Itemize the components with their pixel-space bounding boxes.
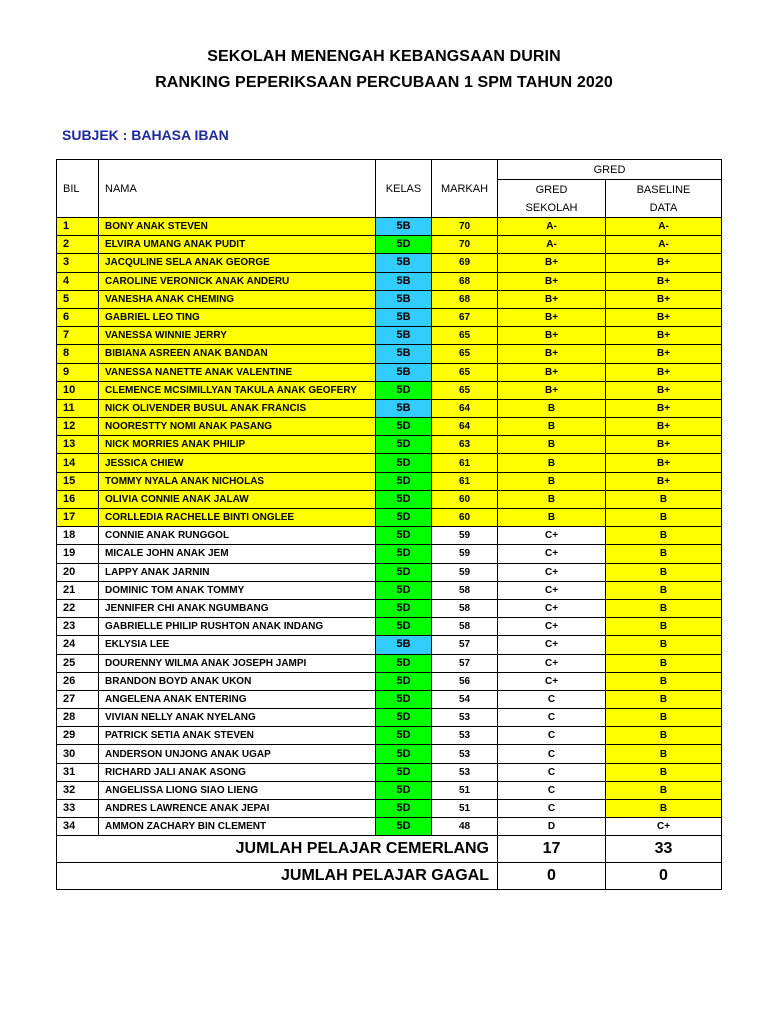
row-bil: 15 — [57, 472, 99, 490]
row-bil: 9 — [57, 363, 99, 381]
gred-sekolah-line2: SEKOLAH — [525, 201, 578, 214]
row-markah: 68 — [432, 272, 498, 290]
row-baseline: B — [606, 763, 722, 781]
row-nama: CORLLEDIA RACHELLE BINTI ONGLEE — [99, 509, 376, 527]
table-row — [57, 345, 722, 363]
row-bil: 3 — [57, 254, 99, 272]
row-bil: 20 — [57, 563, 99, 581]
row-gred-sekolah: C+ — [498, 545, 606, 563]
row-gred-sekolah: B — [498, 399, 606, 417]
baseline-line2: DATA — [649, 201, 678, 214]
row-bil: 18 — [57, 527, 99, 545]
row-kelas: 5D — [376, 709, 432, 727]
row-baseline: A- — [606, 236, 722, 254]
row-markah: 58 — [432, 581, 498, 599]
row-kelas: 5B — [376, 399, 432, 417]
row-markah: 53 — [432, 709, 498, 727]
row-kelas: 5D — [376, 527, 432, 545]
row-markah: 59 — [432, 563, 498, 581]
row-baseline: B — [606, 490, 722, 508]
row-nama: JACQULINE SELA ANAK GEORGE — [99, 254, 376, 272]
row-gred-sekolah: C — [498, 763, 606, 781]
row-markah: 65 — [432, 345, 498, 363]
row-nama: VANESSA WINNIE JERRY — [99, 327, 376, 345]
col-header-gred-sekolah — [498, 180, 606, 218]
col-header-bil: BIL — [57, 160, 99, 218]
row-kelas: 5B — [376, 363, 432, 381]
row-bil: 12 — [57, 418, 99, 436]
cemerlang-label: JUMLAH PELAJAR CEMERLANG — [57, 836, 498, 863]
row-kelas: 5D — [376, 672, 432, 690]
row-bil: 6 — [57, 308, 99, 326]
row-markah: 70 — [432, 218, 498, 236]
row-baseline: B+ — [606, 399, 722, 417]
row-markah: 60 — [432, 509, 498, 527]
col-header-kelas: KELAS — [376, 160, 432, 218]
table-row — [57, 363, 722, 381]
row-nama: ANGELENA ANAK ENTERING — [99, 690, 376, 708]
row-nama: PATRICK SETIA ANAK STEVEN — [99, 727, 376, 745]
row-bil: 23 — [57, 618, 99, 636]
row-nama: BONY ANAK STEVEN — [99, 218, 376, 236]
row-kelas: 5D — [376, 509, 432, 527]
row-markah: 59 — [432, 545, 498, 563]
row-bil: 10 — [57, 381, 99, 399]
row-kelas: 5D — [376, 745, 432, 763]
row-baseline: B+ — [606, 418, 722, 436]
row-kelas: 5D — [376, 545, 432, 563]
row-baseline: B — [606, 545, 722, 563]
row-bil: 19 — [57, 545, 99, 563]
row-baseline: B — [606, 618, 722, 636]
gagal-label: JUMLAH PELAJAR GAGAL — [57, 863, 498, 890]
row-baseline: B — [606, 654, 722, 672]
row-kelas: 5B — [376, 254, 432, 272]
table-row — [57, 436, 722, 454]
row-bil: 24 — [57, 636, 99, 654]
row-bil: 13 — [57, 436, 99, 454]
table-row — [57, 218, 722, 236]
row-gred-sekolah: C — [498, 727, 606, 745]
cemerlang-baseline: 33 — [606, 836, 722, 863]
row-gred-sekolah: B — [498, 436, 606, 454]
table-row — [57, 236, 722, 254]
row-baseline: B — [606, 672, 722, 690]
row-bil: 8 — [57, 345, 99, 363]
row-nama: OLIVIA CONNIE ANAK JALAW — [99, 490, 376, 508]
row-gred-sekolah: B+ — [498, 290, 606, 308]
row-gred-sekolah: B+ — [498, 345, 606, 363]
table-row — [57, 418, 722, 436]
row-kelas: 5D — [376, 654, 432, 672]
row-kelas: 5D — [376, 381, 432, 399]
table-row — [57, 672, 722, 690]
gred-sekolah-line1: GRED — [535, 183, 568, 196]
row-nama: DOMINIC TOM ANAK TOMMY — [99, 581, 376, 599]
row-nama: EKLYSIA LEE — [99, 636, 376, 654]
row-nama: JESSICA CHIEW — [99, 454, 376, 472]
row-kelas: 5D — [376, 581, 432, 599]
row-nama: NICK MORRIES ANAK PHILIP — [99, 436, 376, 454]
table-row — [57, 781, 722, 799]
row-gred-sekolah: C — [498, 781, 606, 799]
row-nama: GABRIELLE PHILIP RUSHTON ANAK INDANG — [99, 618, 376, 636]
row-gred-sekolah: B+ — [498, 363, 606, 381]
row-markah: 67 — [432, 308, 498, 326]
table-row — [57, 308, 722, 326]
row-nama: MICALE JOHN ANAK JEM — [99, 545, 376, 563]
row-nama: CAROLINE VERONICK ANAK ANDERU — [99, 272, 376, 290]
table-row — [57, 745, 722, 763]
row-baseline: B — [606, 563, 722, 581]
row-gred-sekolah: B+ — [498, 272, 606, 290]
row-nama: ANGELISSA LIONG SIAO LIENG — [99, 781, 376, 799]
row-gred-sekolah: B+ — [498, 254, 606, 272]
row-gred-sekolah: C+ — [498, 599, 606, 617]
row-kelas: 5D — [376, 454, 432, 472]
row-markah: 68 — [432, 290, 498, 308]
table-row — [57, 599, 722, 617]
row-baseline: B+ — [606, 290, 722, 308]
row-kelas: 5D — [376, 618, 432, 636]
row-bil: 2 — [57, 236, 99, 254]
row-nama: BIBIANA ASREEN ANAK BANDAN — [99, 345, 376, 363]
row-gred-sekolah: B — [498, 509, 606, 527]
row-bil: 33 — [57, 800, 99, 818]
row-markah: 64 — [432, 399, 498, 417]
table-row — [57, 381, 722, 399]
row-gred-sekolah: C+ — [498, 581, 606, 599]
table-row — [57, 636, 722, 654]
row-markah: 70 — [432, 236, 498, 254]
row-baseline: B — [606, 727, 722, 745]
row-bil: 31 — [57, 763, 99, 781]
row-bil: 27 — [57, 690, 99, 708]
row-nama: ANDERSON UNJONG ANAK UGAP — [99, 745, 376, 763]
row-bil: 28 — [57, 709, 99, 727]
row-kelas: 5D — [376, 781, 432, 799]
row-kelas: 5D — [376, 436, 432, 454]
row-gred-sekolah: C — [498, 709, 606, 727]
row-bil: 29 — [57, 727, 99, 745]
row-markah: 60 — [432, 490, 498, 508]
row-markah: 53 — [432, 745, 498, 763]
row-markah: 59 — [432, 527, 498, 545]
row-baseline: B — [606, 581, 722, 599]
row-kelas: 5D — [376, 418, 432, 436]
row-nama: ANDRES LAWRENCE ANAK JEPAI — [99, 800, 376, 818]
row-kelas: 5D — [376, 472, 432, 490]
row-markah: 58 — [432, 618, 498, 636]
row-kelas: 5D — [376, 599, 432, 617]
col-header-nama: NAMA — [99, 160, 376, 218]
row-bil: 26 — [57, 672, 99, 690]
row-baseline: B+ — [606, 454, 722, 472]
col-header-markah: MARKAH — [432, 160, 498, 218]
row-nama: VANESSA NANETTE ANAK VALENTINE — [99, 363, 376, 381]
row-baseline: B+ — [606, 272, 722, 290]
row-baseline: A- — [606, 218, 722, 236]
row-gred-sekolah: B — [498, 472, 606, 490]
row-baseline: B — [606, 781, 722, 799]
row-kelas: 5D — [376, 563, 432, 581]
gagal-sekolah: 0 — [498, 863, 606, 890]
table-row — [57, 654, 722, 672]
row-kelas: 5B — [376, 345, 432, 363]
gagal-baseline: 0 — [606, 863, 722, 890]
row-markah: 54 — [432, 690, 498, 708]
table-row — [57, 454, 722, 472]
row-baseline: C+ — [606, 818, 722, 836]
row-markah: 57 — [432, 636, 498, 654]
row-kelas: 5D — [376, 800, 432, 818]
table-row — [57, 290, 722, 308]
table-row — [57, 818, 722, 836]
row-gred-sekolah: C+ — [498, 527, 606, 545]
baseline-line1: BASELINE — [636, 183, 691, 196]
table-row — [57, 618, 722, 636]
row-baseline: B+ — [606, 345, 722, 363]
row-gred-sekolah: B+ — [498, 308, 606, 326]
row-gred-sekolah: B+ — [498, 381, 606, 399]
row-markah: 64 — [432, 418, 498, 436]
row-gred-sekolah: B — [498, 454, 606, 472]
row-gred-sekolah: C+ — [498, 563, 606, 581]
row-gred-sekolah: B — [498, 418, 606, 436]
row-bil: 21 — [57, 581, 99, 599]
row-kelas: 5D — [376, 818, 432, 836]
row-markah: 51 — [432, 781, 498, 799]
row-kelas: 5B — [376, 636, 432, 654]
row-markah: 65 — [432, 327, 498, 345]
table-row — [57, 563, 722, 581]
row-bil: 14 — [57, 454, 99, 472]
row-baseline: B — [606, 527, 722, 545]
subject-label: SUBJEK : BAHASA IBAN — [62, 127, 229, 143]
table-row — [57, 399, 722, 417]
row-markah: 65 — [432, 381, 498, 399]
row-markah: 61 — [432, 454, 498, 472]
table-row — [57, 272, 722, 290]
table-row — [57, 254, 722, 272]
row-markah: 69 — [432, 254, 498, 272]
table-row — [57, 472, 722, 490]
table-row — [57, 800, 722, 818]
row-bil: 5 — [57, 290, 99, 308]
row-baseline: B — [606, 636, 722, 654]
row-kelas: 5D — [376, 690, 432, 708]
row-nama: AMMON ZACHARY BIN CLEMENT — [99, 818, 376, 836]
row-bil: 4 — [57, 272, 99, 290]
row-bil: 32 — [57, 781, 99, 799]
row-gred-sekolah: C+ — [498, 618, 606, 636]
row-baseline: B+ — [606, 472, 722, 490]
row-markah: 65 — [432, 363, 498, 381]
row-nama: ELVIRA UMANG ANAK PUDIT — [99, 236, 376, 254]
row-baseline: B — [606, 745, 722, 763]
row-bil: 1 — [57, 218, 99, 236]
row-nama: NICK OLIVENDER BUSUL ANAK FRANCIS — [99, 399, 376, 417]
row-kelas: 5D — [376, 763, 432, 781]
row-bil: 16 — [57, 490, 99, 508]
table-row — [57, 581, 722, 599]
row-baseline: B — [606, 509, 722, 527]
row-nama: NOORESTTY NOMI ANAK PASANG — [99, 418, 376, 436]
table-row — [57, 763, 722, 781]
row-kelas: 5D — [376, 490, 432, 508]
col-header-gred: GRED — [498, 160, 722, 180]
row-gred-sekolah: D — [498, 818, 606, 836]
row-markah: 51 — [432, 800, 498, 818]
row-gred-sekolah: C+ — [498, 654, 606, 672]
row-bil: 22 — [57, 599, 99, 617]
row-markah: 57 — [432, 654, 498, 672]
table-row — [57, 690, 722, 708]
row-gred-sekolah: B+ — [498, 327, 606, 345]
row-bil: 17 — [57, 509, 99, 527]
exam-title: RANKING PEPERIKSAAN PERCUBAAN 1 SPM TAHUN 2020 — [155, 74, 613, 91]
row-markah: 58 — [432, 599, 498, 617]
row-kelas: 5B — [376, 308, 432, 326]
row-gred-sekolah: C — [498, 690, 606, 708]
row-gred-sekolah: A- — [498, 218, 606, 236]
row-baseline: B — [606, 709, 722, 727]
row-nama: TOMMY NYALA ANAK NICHOLAS — [99, 472, 376, 490]
table-row — [57, 527, 722, 545]
row-kelas: 5B — [376, 327, 432, 345]
table-row — [57, 509, 722, 527]
row-baseline: B — [606, 599, 722, 617]
row-kelas: 5B — [376, 272, 432, 290]
row-bil: 25 — [57, 654, 99, 672]
table-row — [57, 490, 722, 508]
row-bil: 11 — [57, 399, 99, 417]
row-markah: 48 — [432, 818, 498, 836]
row-baseline: B — [606, 690, 722, 708]
row-nama: RICHARD JALI ANAK ASONG — [99, 763, 376, 781]
row-baseline: B+ — [606, 327, 722, 345]
row-nama: CONNIE ANAK RUNGGOL — [99, 527, 376, 545]
table-row — [57, 327, 722, 345]
row-gred-sekolah: A- — [498, 236, 606, 254]
cemerlang-sekolah: 17 — [498, 836, 606, 863]
row-markah: 63 — [432, 436, 498, 454]
row-baseline: B — [606, 800, 722, 818]
row-gred-sekolah: B — [498, 490, 606, 508]
row-baseline: B+ — [606, 363, 722, 381]
table-row — [57, 709, 722, 727]
row-gred-sekolah: C+ — [498, 672, 606, 690]
row-gred-sekolah: C — [498, 745, 606, 763]
row-bil: 30 — [57, 745, 99, 763]
row-markah: 53 — [432, 727, 498, 745]
row-nama: LAPPY ANAK JARNIN — [99, 563, 376, 581]
row-baseline: B+ — [606, 381, 722, 399]
row-markah: 53 — [432, 763, 498, 781]
row-bil: 7 — [57, 327, 99, 345]
ranking-rows — [57, 218, 722, 836]
row-nama: VIVIAN NELLY ANAK NYELANG — [99, 709, 376, 727]
row-bil: 34 — [57, 818, 99, 836]
row-markah: 56 — [432, 672, 498, 690]
row-nama: DOURENNY WILMA ANAK JOSEPH JAMPI — [99, 654, 376, 672]
row-nama: VANESHA ANAK CHEMING — [99, 290, 376, 308]
ranking-table — [56, 159, 722, 890]
row-baseline: B+ — [606, 308, 722, 326]
row-kelas: 5B — [376, 290, 432, 308]
row-gred-sekolah: C — [498, 800, 606, 818]
row-kelas: 5D — [376, 236, 432, 254]
table-row — [57, 727, 722, 745]
row-markah: 61 — [432, 472, 498, 490]
row-baseline: B+ — [606, 436, 722, 454]
row-nama: GABRIEL LEO TING — [99, 308, 376, 326]
row-gred-sekolah: C+ — [498, 636, 606, 654]
row-nama: JENNIFER CHI ANAK NGUMBANG — [99, 599, 376, 617]
school-name: SEKOLAH MENENGAH KEBANGSAAN DURIN — [207, 48, 561, 65]
row-nama: BRANDON BOYD ANAK UKON — [99, 672, 376, 690]
row-baseline: B+ — [606, 254, 722, 272]
row-nama: CLEMENCE MCSIMILLYAN TAKULA ANAK GEOFERY — [99, 381, 376, 399]
row-kelas: 5D — [376, 727, 432, 745]
row-kelas: 5B — [376, 218, 432, 236]
table-row — [57, 545, 722, 563]
col-header-baseline — [606, 180, 722, 218]
